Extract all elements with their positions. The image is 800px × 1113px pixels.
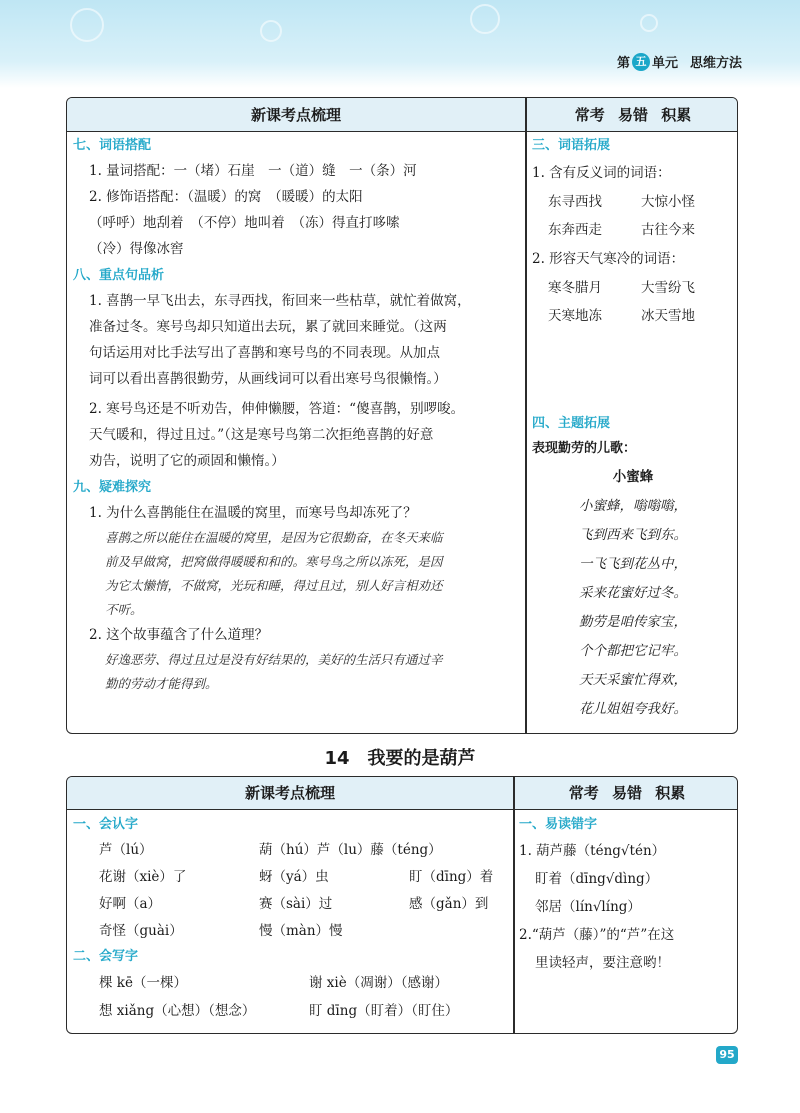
write-item: 想 xiǎng（心想）（想念） xyxy=(99,1003,256,1019)
poem-line: 天天采蜜忙得欢， xyxy=(579,672,687,688)
word: 大惊小怪 xyxy=(641,194,695,210)
text-line: （呼呼）地刮着 （不停）地叫着 （冻）得直打哆嗦 xyxy=(89,215,400,231)
write-item: 棵 kē（一棵） xyxy=(99,975,187,991)
word: 天寒地冻 xyxy=(548,308,602,324)
poem-title: 小蜜蜂 xyxy=(612,469,654,485)
section-title: 一、易读错字 xyxy=(519,817,598,832)
text-line: 2. 寒号鸟还是不听劝告，伸伸懒腰，答道：“傻喜鹊，别啰唆。 xyxy=(89,401,465,417)
text-line: 2. 修饰语搭配：（温暖）的窝 （暖暖）的太阳 xyxy=(89,189,363,205)
card-header-left: 新课考点梳理 xyxy=(67,777,513,810)
poem-line: 个个都把它记牢。 xyxy=(579,643,687,659)
poem-line: 一飞飞到花丛中， xyxy=(579,556,687,572)
char-item: 好啊（a） xyxy=(99,896,162,912)
word-pair xyxy=(532,188,734,216)
word: 寒冬腊月 xyxy=(548,280,602,296)
char-item: 赛（sài）过 xyxy=(259,896,333,912)
text-line: 邻居（lín√líng） xyxy=(535,899,641,915)
question-line: 1. 为什么喜鹊能住在温暖的窝里，而寒号鸟却冻死了？ xyxy=(89,505,417,521)
card-header-left: 新课考点梳理 xyxy=(67,98,525,132)
page-number: 95 xyxy=(716,1046,738,1064)
char-item: 葫（hú）芦（lu）藤（téng） xyxy=(259,842,442,858)
unit-tag xyxy=(617,52,742,71)
banner-decoration xyxy=(260,20,282,42)
answer-line: 好逸恶劳、得过且过是没有好结果的，美好的生活只有通过辛 xyxy=(105,652,443,667)
section-title: 七、词语搭配 xyxy=(73,138,152,153)
word: 大雪纷飞 xyxy=(641,280,695,296)
text-line: 词可以看出喜鹊很勤劳，从画线词可以看出寒号鸟很懒惰。） xyxy=(89,371,447,387)
text-line: 1. 量词搭配：一（堵）石崖 一（道）缝 一（条）河 xyxy=(89,163,417,179)
left-column xyxy=(73,134,523,696)
char-item: 盯（dīng）着 xyxy=(409,869,494,885)
poem-line: 花儿姐姐夸我好。 xyxy=(579,701,687,717)
text-line: 1. 喜鹊一早飞出去，东寻西找，衔回来一些枯草，就忙着做窝， xyxy=(89,293,471,309)
text-line: 里读轻声，要注意哟！ xyxy=(535,955,670,971)
unit-title: 思维方法 xyxy=(689,56,742,71)
answer-line: 前及早做窝，把窝做得暖暖和和的。寒号鸟之所以冻死，是因 xyxy=(105,554,443,569)
unit-suffix: 单元 xyxy=(651,56,678,71)
answer-line: 勤的劳动才能得到。 xyxy=(105,676,218,691)
write-grid xyxy=(73,969,511,1025)
poem-line: 飞到西来飞到东。 xyxy=(579,527,687,543)
char-grid xyxy=(73,837,511,945)
word: 冰天雪地 xyxy=(641,308,695,324)
lesson-title: 14 我要的是葫芦 xyxy=(324,748,476,769)
text-line: 2. 形容天气寒冷的词语： xyxy=(532,251,685,267)
word-pair xyxy=(532,302,734,330)
card-header-right: 常考 易错 积累 xyxy=(514,777,738,810)
section-title: 一、会认字 xyxy=(73,817,139,832)
section-title: 四、主题拓展 xyxy=(532,416,611,431)
answer-line: 喜鹊之所以能住在温暖的窝里，是因为它很勤奋，在冬天来临 xyxy=(105,530,443,545)
poem-line: 勤劳是咱传家宝， xyxy=(579,614,687,630)
word-pair xyxy=(532,216,734,244)
right-column xyxy=(519,813,735,977)
top-banner xyxy=(0,0,800,88)
unit-prefix: 第 xyxy=(616,56,630,71)
banner-decoration xyxy=(70,8,104,42)
text-line: （冷）得像冰窖 xyxy=(89,241,184,257)
char-item xyxy=(409,918,529,945)
text-line: 1. 葫芦藤（téng√tén） xyxy=(519,843,666,859)
char-item: 蚜（yá）虫 xyxy=(259,869,329,885)
text-line: 准备过冬。寒号鸟却只知道出去玩，累了就回来睡觉。（这两 xyxy=(89,319,447,335)
char-item: 慢（màn）慢 xyxy=(259,923,343,939)
question-line: 2. 这个故事蕴含了什么道理？ xyxy=(89,627,269,643)
left-column xyxy=(73,813,511,1025)
section-title: 九、疑难探究 xyxy=(73,480,152,495)
card-header-right: 常考 易错 积累 xyxy=(526,98,738,132)
section-title: 八、重点句品析 xyxy=(73,268,165,283)
answer-line: 不听。 xyxy=(105,602,143,617)
section-title: 三、词语拓展 xyxy=(532,138,611,153)
write-item: 盯 dīng（盯着）（盯住） xyxy=(309,1003,459,1019)
banner-decoration xyxy=(640,14,658,32)
text-line: 句话运用对比手法写出了喜鹊和寒号鸟的不同表现。从加点 xyxy=(89,345,440,361)
char-item: 花谢（xiè）了 xyxy=(99,869,187,885)
lesson13-card xyxy=(66,97,738,734)
intro-line: 表现勤劳的儿歌： xyxy=(532,441,637,456)
write-item: 谢 xiè（凋谢）（感谢） xyxy=(309,975,448,991)
word: 古往今来 xyxy=(641,222,695,238)
char-item: 感（gǎn）到 xyxy=(409,896,489,912)
column-divider xyxy=(525,98,527,733)
char-item: 奇怪（guài） xyxy=(99,923,183,939)
word: 东奔西走 xyxy=(548,222,602,238)
char-item: 芦（lú） xyxy=(99,842,153,858)
text-line: 1. 含有反义词的词语： xyxy=(532,165,671,181)
poem-line: 小蜜蜂，嗡嗡嗡， xyxy=(579,498,687,514)
unit-number-badge: 五 xyxy=(632,53,650,71)
word: 东寻西找 xyxy=(548,194,602,210)
text-line: 盯着（dīng√dìng） xyxy=(535,871,659,887)
banner-decoration xyxy=(470,4,500,34)
text-line: 2.“葫芦（藤）”的“芦”在这 xyxy=(519,927,675,943)
text-line: 劝告，说明了它的顽固和懒惰。） xyxy=(89,453,285,469)
text-line: 天气暖和，得过且过。”（这是寒号鸟第二次拒绝喜鹊的好意 xyxy=(89,427,434,443)
right-column xyxy=(532,134,734,724)
poem-line: 采来花蜜好过冬。 xyxy=(579,585,687,601)
answer-line: 为它太懒惰，不做窝，光玩和睡，得过且过，别人好言相劝还 xyxy=(105,578,443,593)
lesson14-card xyxy=(66,776,738,1034)
section-title: 二、会写字 xyxy=(73,949,139,964)
word-pair xyxy=(532,274,734,302)
